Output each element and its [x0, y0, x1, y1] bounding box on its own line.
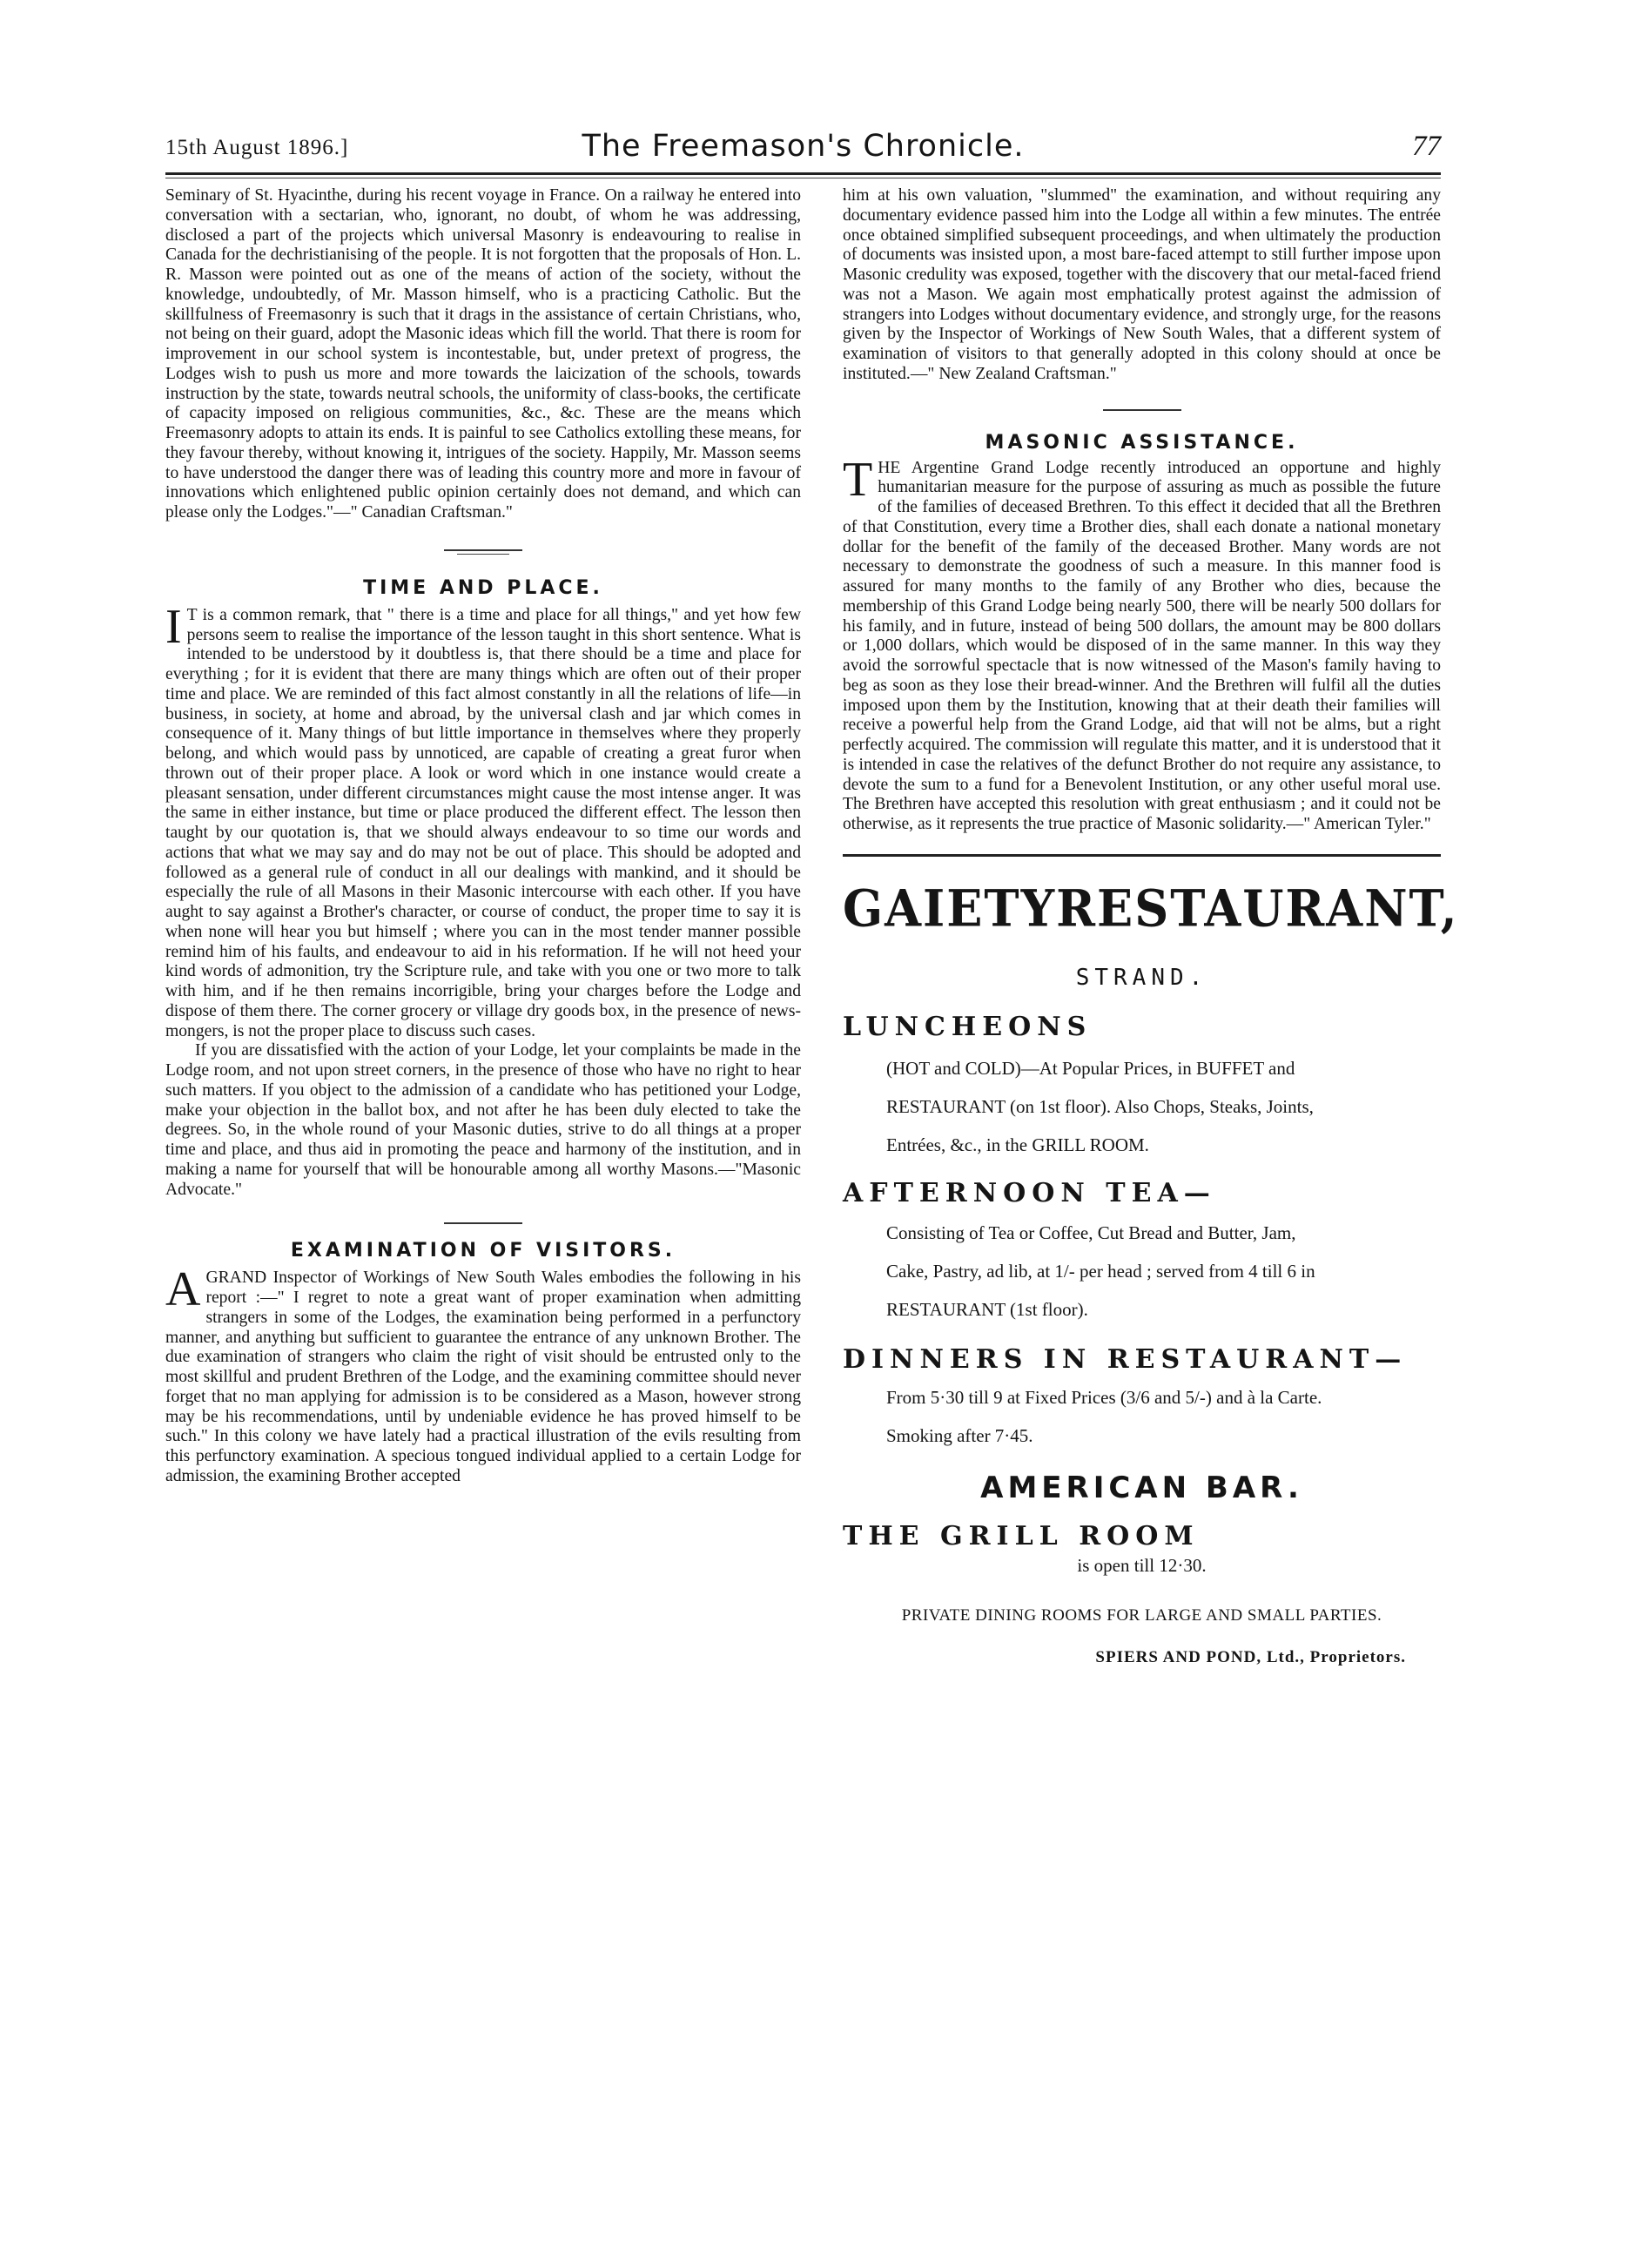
masthead-rule	[165, 172, 1441, 175]
assistance-paragraph	[843, 452, 1441, 835]
dropcap: T	[843, 452, 873, 507]
ad-title-word-2: RESTAURANT,	[1056, 878, 1459, 939]
ad-afternoon-tea-heading: AFTERNOON TEA—	[843, 1177, 1216, 1208]
ad-tea-line: RESTAURANT (1st floor).	[886, 1298, 1088, 1320]
ad-proprietors: SPIERS AND POND, Ltd., Proprietors.	[1095, 1647, 1406, 1666]
gaiety-advertisement	[843, 878, 1459, 1667]
time-place-paragraph-2: If you are dissatisfied with the action of your Lodge, let your complaints be made in the Lodge room, and not upon street corners, in the presence of those who have no right to hear such matters. If you object to the admission of a candidate who has petitioned your Lodge, make your objection in the ballot box, and not after he has been duly elected to take the degrees. So, in the whole round of your Masonic duties, strive to do all things at a proper time and place, and thus aid in promoting the peace and harmony of the institution, and in making a name for yourself that will be honourable among all worthy Masons.—"Masonic Advocate."	[165, 1041, 801, 1199]
ad-american-bar: AMERICAN BAR.	[980, 1470, 1303, 1505]
section-divider	[444, 549, 522, 551]
ad-luncheons-line: RESTAURANT (on 1st floor). Also Chops, Steaks, Joints,	[886, 1095, 1314, 1117]
heading-masonic-assistance: MASONIC ASSISTANCE.	[985, 431, 1299, 454]
ad-grill-room-heading: THE GRILL ROOM	[843, 1520, 1200, 1551]
ad-luncheons-line: Entrées, &c., in the GRILL ROOM.	[886, 1134, 1149, 1155]
time-place-paragraph-1	[165, 599, 801, 1042]
ad-private-rooms: PRIVATE DINING ROOMS FOR LARGE AND SMALL PARTIES.	[901, 1605, 1382, 1625]
left-column	[165, 186, 801, 1487]
ad-tea-line: Consisting of Tea or Coffee, Cut Bread and Butter, Jam,	[886, 1221, 1296, 1243]
time-place-text-1: T is a common remark, that " there is a time and place for all things," and yet how few persons seem to realise the importance of the lesson taught in this short sentence. What is intended to be understood by it doubtless is, that there should be a time and place for everything ; for it is evident that there are many things which are often out of their proper time and place. We are reminded of this fact almost constantly in all the relations of life—in business, in society, at home and abroad, by the universal clash and jar which comes in consequence of it. Many things of but little importance in themselves where they properly belong, and which would pass by unnoticed, are capable of creating a great furor when thrown out of their proper place. A look or word which in one instance would create a pleasant sensation, under different circumstances might cause the most intense anger. It was the same in either instance, but time or place produced the different effect. The lesson then taught by our quotation is, that we should always endeavour to so time our words and actions that what we may say and do may not be out of place. This should be adopted and followed as a general rule of conduct in all our dealings with mankind, and it should be especially the rule of all Masons in their Masonic intercourse with each other. If you have aught to say against a Brother's character, or course of conduct, the proper time to say it is when none will hear you but himself ; where you can in the most tender manner possible remind him of his faults, and endeavour to aid in his reformation. If he will not heed your kind words of admonition, try the Scripture rule, and take with you one or two more to talk with him, and if he then remains incorrigible, bring your charges before the Lodge and dispose of them there. The corner grocery or village dry goods box, in the presence of news-mongers, is not the proper place to discuss such cases.	[165, 605, 801, 1040]
examination-continuation: him at his own valuation, "slummed" the examination, and without requiring any documentary evidence passed him into the Lodge all within a few minutes. The entrée once obtained simplified subsequent proceedings, and when ultimately the production of documents was insisted upon, a most bare-faced attempt to still further impose upon Masonic credulity was exposed, together with the discovery that our metal-faced friend was not a Mason. We again most emphatically protest against the admission of strangers into Lodges without documentary evidence, and strongly urge, for the reasons given by the Inspector of Workings of New South Wales, that a different system of examination of visitors to that generally adopted in this colony should at once be instituted.—" New Zealand Craftsman."	[843, 186, 1441, 383]
page-number: 77	[1412, 131, 1441, 162]
ad-dinners-line: From 5·30 till 9 at Fixed Prices (3/6 and 5/-) and à la Carte.	[886, 1386, 1322, 1408]
examination-paragraph	[165, 1262, 801, 1486]
right-column	[843, 186, 1459, 1667]
masthead	[165, 129, 1441, 169]
article-intro-paragraph: Seminary of St. Hyacinthe, during his recent voyage in France. On a railway he entered into conversation with a sectarian, who, ignorant, no doubt, of whom he was addressing, disclosed a part of the projects which universal Masonry is endeavouring to realise in Canada for the dechristianising of the people. It is not forgotten that the proposals of Hon. L. R. Masson were pointed out as one of the means of action of the society, without the knowledge, undoubtedly, of Mr. Masson himself, who is a practicing Catholic. But the skillfulness of Freemasonry is such that it drags in the assistance of certain Christians, who, not being on their guard, adopt the Masonic ideas which fill the world. That there is room for improvement in our school system is incontestable, but, under pretext of progress, the Lodges wish to push us more and more towards the laicization of the schools, towards instruction by the state, towards neutral schools, the uniformity of class-books, the certificate of capacity imposed on religious communities, &c., &c. These are the means which Freemasonry adopts to attain its ends. It is painful to see Catholics extolling these means, for they favour thereby, without knowing it, intrigues of the society. Happily, Mr. Masson seems to have understood the danger there was of leading this country more and more in favour of innovations which enlightened public opinion certainly does not demand, and which can please only the Lodges."—" Canadian Craftsman."	[165, 186, 801, 522]
ad-luncheons-heading: LUNCHEONS	[843, 1011, 1093, 1042]
ad-tea-line: Cake, Pastry, ad lib, at 1/- per head ; served from 4 till 6 in	[886, 1260, 1315, 1282]
ad-luncheons-line: (HOT and COLD)—At Popular Prices, in BUFFET and	[886, 1057, 1295, 1079]
ad-title-word-1: GAIETY	[843, 878, 1057, 939]
dropcap: I	[165, 599, 182, 654]
ad-title	[843, 878, 1459, 939]
ad-grill-hours: is open till 12·30.	[1077, 1554, 1207, 1576]
dropcap: A	[165, 1262, 201, 1317]
issue-date: 15th August 1896.]	[165, 136, 349, 159]
examination-text: GRAND Inspector of Workings of New South Wales embodies the following in his report :—" I regret to note a great want of proper examination when admitting strangers in some of the Lodges, the examination being performed in a perfunctory manner, and anything but sufficient to guarantee the entrance of any unknown Brother. The due examination of strangers who claim the right of visit should be entrusted only to the most skillful and prudent Brethren of the Lodge, and the examining committee should never forget that no man applying for admission is to be considered as a Mason, however strong may be his recommendations, until by undeniable evidence he has proved himself to be such." In this colony we have lately had a practical illustration of the evils resulting from this perfunctory examination. A specious tongued individual applied to a certain Lodge for admission, the examining Brother accepted	[165, 1269, 801, 1485]
heading-time-and-place: TIME AND PLACE.	[363, 576, 603, 599]
ad-location: STRAND.	[1075, 964, 1208, 991]
ad-dinners-heading: DINNERS IN RESTAURANT—	[843, 1343, 1408, 1375]
ad-dinners-line: Smoking after 7·45.	[886, 1424, 1033, 1446]
heading-examination-of-visitors: EXAMINATION OF VISITORS.	[290, 1240, 676, 1262]
assistance-text: HE Argentine Grand Lodge recently introduced an opportune and highly humanitarian measure for the purpose of assuring as much as possible the future of the families of deceased Brethren. To this effect it decided that all the Brethren of that Constitution, every time a Brother dies, shall each donate a national monetary dollar for the benefit of the family of the deceased Brother. Many words are not necessary to demonstrate the goodness of such a measure. In this manner food is assured for many months to the family of any Brother who dies, because the membership of this Grand Lodge being nearly 500, there will be nearly 500 dollars for his family, and in future, instead of being 500 dollars, the amount may be 800 dollars or 1,000 dollars, which would be disposed of in the same manner. In this way they avoid the sorrowful spectacle that is now witnessed of the Mason's family having to beg as soon as they lose their bread-winner. And the Brethren will fulfil all the duties imposed upon them by the Institution, knowing that at their death their families will receive a powerful help from the Grand Lodge, aid that will not be alms, but a right perfectly acquired. The commission will regulate this matter, and it is understood that it is intended in case the relatives of the defunct Brother do not require any assistance, to devote the sum to a fund for a Benevolent Institution, or any other useful moral use. The Brethren have accepted this resolution with great enthusiasm ; and it could not be otherwise, as it represents the true practice of Masonic solidarity.—" American Tyler."	[843, 458, 1441, 833]
publication-title: The Freemason's Chronicle.	[582, 129, 1025, 164]
